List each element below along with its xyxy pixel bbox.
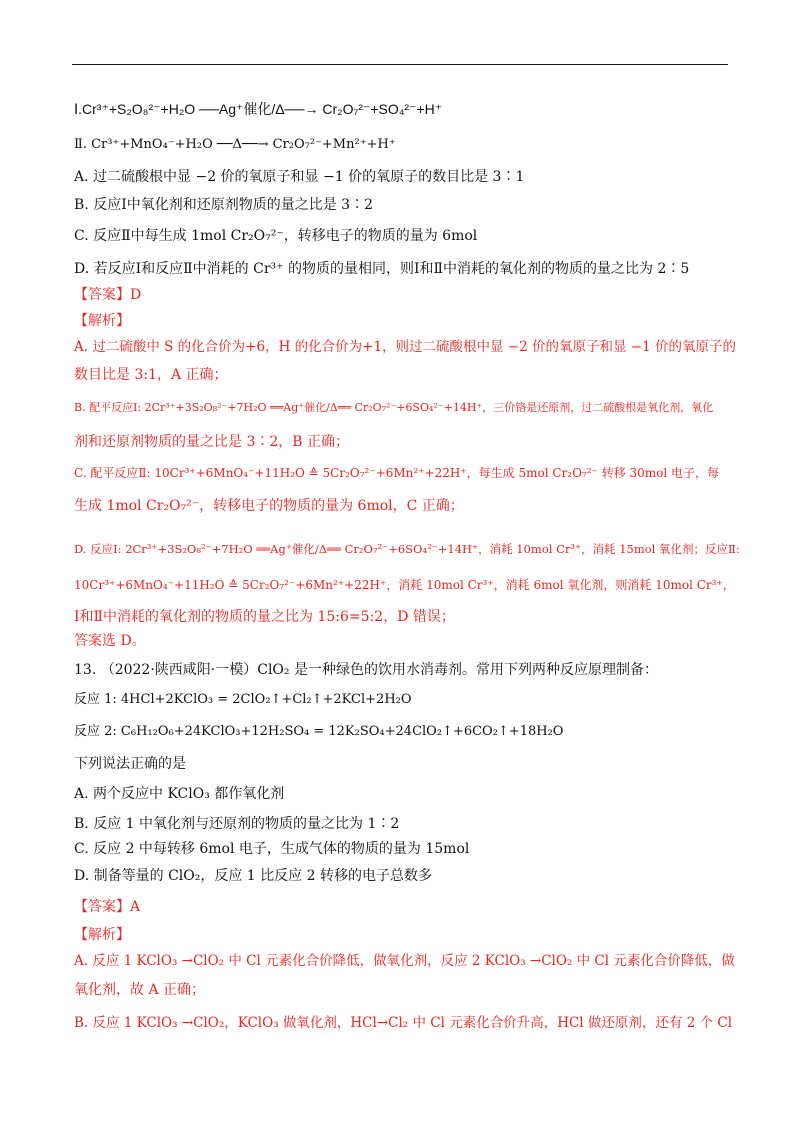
q13-reaction-2: 反应 2: C₆H₁₂O₆+24KClO₃+12H₂SO₄ = 12K₂SO₄+24ClO₂↑+6CO₂↑+18H₂O <box>74 724 564 739</box>
q12-explanation-c-2: 生成 1mol Cr₂O₇²⁻，转移电子的物质的量为 6mol，C 正确； <box>74 498 464 514</box>
q13-option-c: C. 反应 2 中每转移 6mol 电子，生成气体的物质的量为 15mol <box>74 841 470 857</box>
q12-explanation-a-1: A. 过二硫酸中 S 的化合价为+6，H 的化合价为+1，则过二硫酸根中显 −2 价的氧原子和显 −1 价的氧原子的 <box>74 339 736 355</box>
q12-conclusion: 答案选 D。 <box>74 633 146 649</box>
q12-explanation-b-2: 剂和还原剂物质的量之比是 3∶2，B 正确； <box>74 434 350 450</box>
q12-reaction-i: Ⅰ.Cr³⁺+S₂O₈²⁻+H₂O ──Ag⁺催化/Δ──→ Cr₂O₇²⁻+SO₄²⁻+H⁺ <box>74 101 443 117</box>
q12-option-d: D. 若反应Ⅰ和反应Ⅱ中消耗的 Cr³⁺ 的物质的量相同，则Ⅰ和Ⅱ中消耗的氧化剂的物质的量之比为 2∶5 <box>74 261 690 277</box>
q12-analysis-label: 【解析】 <box>74 313 130 329</box>
q12-option-b: B. 反应Ⅰ中氧化剂和还原剂物质的量之比是 3∶2 <box>74 197 373 213</box>
q13-reaction-1: 反应 1: 4HCl+2KClO₃ = 2ClO₂↑+Cl₂↑+2KCl+2H₂O <box>74 692 412 707</box>
q12-explanation-d-1: D. 反应Ⅰ: 2Cr³⁺+3S₂O₈²⁻+7H₂O ══Ag⁺催化/Δ══ Cr₂O₇²⁻+6SO₄²⁻+14H⁺，消耗 10mol Cr³⁺，消耗 15mol 氧化剂；反应Ⅱ: <box>74 542 740 556</box>
q13-explanation-a-2: 氧化剂，故 A 正确； <box>74 982 206 998</box>
q13-answer: 【答案】A <box>74 899 141 915</box>
header-rule <box>72 64 728 65</box>
q13-option-d: D. 制备等量的 ClO₂，反应 1 比反应 2 转移的电子总数多 <box>74 868 432 884</box>
q13-option-a: A. 两个反应中 KClO₃ 都作氧化剂 <box>74 786 285 802</box>
q13-analysis-label: 【解析】 <box>74 927 130 943</box>
q12-explanation-b-1: B. 配平反应Ⅰ: 2Cr³⁺+3S₂O₈²⁻+7H₂O ══Ag⁺催化/Δ══ Cr₂O₇²⁻+6SO₄²⁻+14H⁺，三价铬是还原剂，过二硫酸根是氧化剂，氧化 <box>74 401 714 414</box>
q12-option-a: A. 过二硫酸根中显 −2 价的氧原子和显 −1 价的氧原子的数目比是 3∶1 <box>74 169 525 185</box>
q12-explanation-d-3: Ⅰ和Ⅱ中消耗的氧化剂的物质的量之比为 15:6=5:2，D 错误； <box>74 609 455 625</box>
q13-question: 下列说法正确的是 <box>74 756 186 772</box>
q12-answer: 【答案】D <box>74 287 142 303</box>
q12-explanation-d-2: 10Cr³⁺+6MnO₄⁻+11H₂O ≙ 5Cr₂O₇²⁻+6Mn²⁺+22H⁺，消耗 10mol Cr³⁺，消耗 6mol 氧化剂，则消耗 10mol Cr³⁺， <box>74 578 735 592</box>
q12-explanation-c-1: C. 配平反应Ⅱ: 10Cr³⁺+6MnO₄⁻+11H₂O ≙ 5Cr₂O₇²⁻+6Mn²⁺+22H⁺，每生成 5mol Cr₂O₇²⁻ 转移 30mol 电子，每 <box>74 466 720 480</box>
q13-explanation-a-1: A. 反应 1 KClO₃ →ClO₂ 中 Cl 元素化合价降低，做氧化剂，反应 2 KClO₃ →ClO₂ 中 Cl 元素化合价降低，做 <box>74 953 735 969</box>
q12-reaction-ii: Ⅱ. Cr³⁺+MnO₄⁻+H₂O ──Δ──→ Cr₂O₇²⁻+Mn²⁺+H⁺ <box>74 137 396 152</box>
q12-option-c: C. 反应Ⅱ中每生成 1mol Cr₂O₇²⁻，转移电子的物质的量为 6mol <box>74 228 478 244</box>
q13-option-b: B. 反应 1 中氧化剂与还原剂的物质的量之比为 1∶2 <box>74 816 400 832</box>
q13-explanation-b-1: B. 反应 1 KClO₃ →ClO₂，KClO₃ 做氧化剂，HCl→Cl₂ 中 Cl 元素化合价升高，HCl 做还原剂，还有 2 个 Cl <box>74 1015 733 1031</box>
q12-explanation-a-2: 数目比是 3:1，A 正确； <box>74 367 228 383</box>
q13-stem: 13. （2022·陕西咸阳·一模）ClO₂ 是一种绿色的饮用水消毒剂。常用下列两种反应原理制备： <box>74 662 658 678</box>
